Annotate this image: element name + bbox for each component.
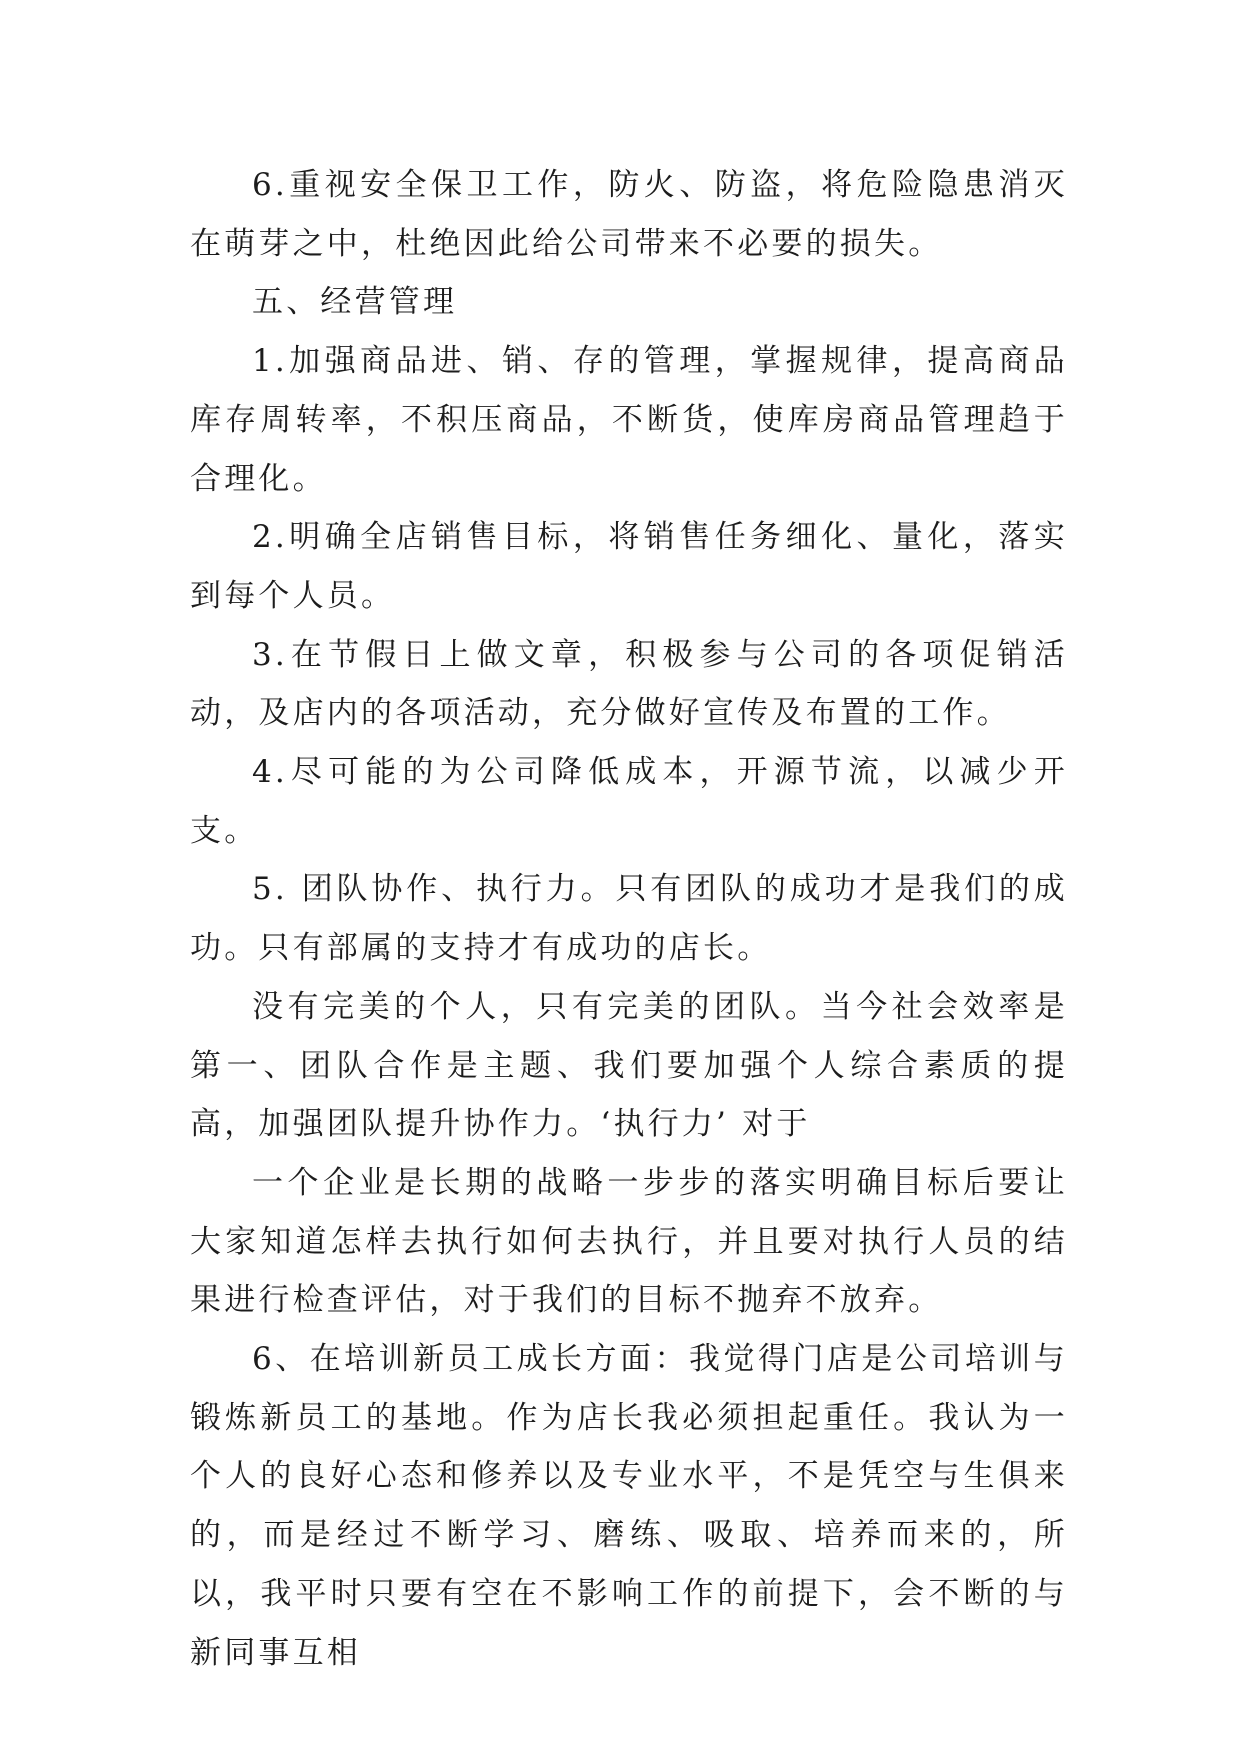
section-heading-operations: 五、经营管理 [252,284,458,321]
paragraph-perfect-team: 没有完美的个人，只有完美的团队。当今社会效率是第一、团队合作是主题、我们要加强个人综合素质的提高，加强团队提升协作力。‘执行力’ 对于 [190,988,1068,1143]
document-body [190,156,1068,1682]
paragraph-execution: 一个企业是长期的战略一步步的落实明确目标后要让大家知道怎样去执行如何去执行，并且要对执行人员的结果进行检查评估，对于我们的目标不抛弃不放弃。 [190,1164,1068,1319]
paragraph-teamwork: 5. 团队协作、执行力。只有团队的成功才是我们的成功。只有部属的支持才有成功的店长。 [190,871,1068,967]
paragraph-security: 6.重视安全保卫工作，防火、防盗，将危险隐患消灭在萌芽之中，杜绝因此给公司带来不必要的损失。 [190,167,1068,262]
paragraph-inventory: 1.加强商品进、销、存的管理，掌握规律，提高商品库存周转率，不积压商品，不断货，使库房商品管理趋于合理化。 [190,343,1068,497]
paragraph-sales-target: 2.明确全店销售目标，将销售任务细化、量化，落实到每个人员。 [190,519,1068,614]
paragraph-training: 6、在培训新员工成长方面：我觉得门店是公司培训与锻炼新员工的基地。作为店长我必须担起重任。我认为一个人的良好心态和修养以及专业水平，不是凭空与生俱来的，而是经过不断学习、磨练、吸取、培养而来的，所以，我平时只要有空在不影响工作的前提下，会不断的与新同事互相 [190,1341,1068,1671]
paragraph-promotions: 3.在节假日上做文章，积极参与公司的各项促销活动，及店内的各项活动，充分做好宣传及布置的工作。 [190,636,1068,732]
paragraph-cost-reduction: 4.尽可能的为公司降低成本，开源节流，以减少开支。 [190,754,1068,849]
